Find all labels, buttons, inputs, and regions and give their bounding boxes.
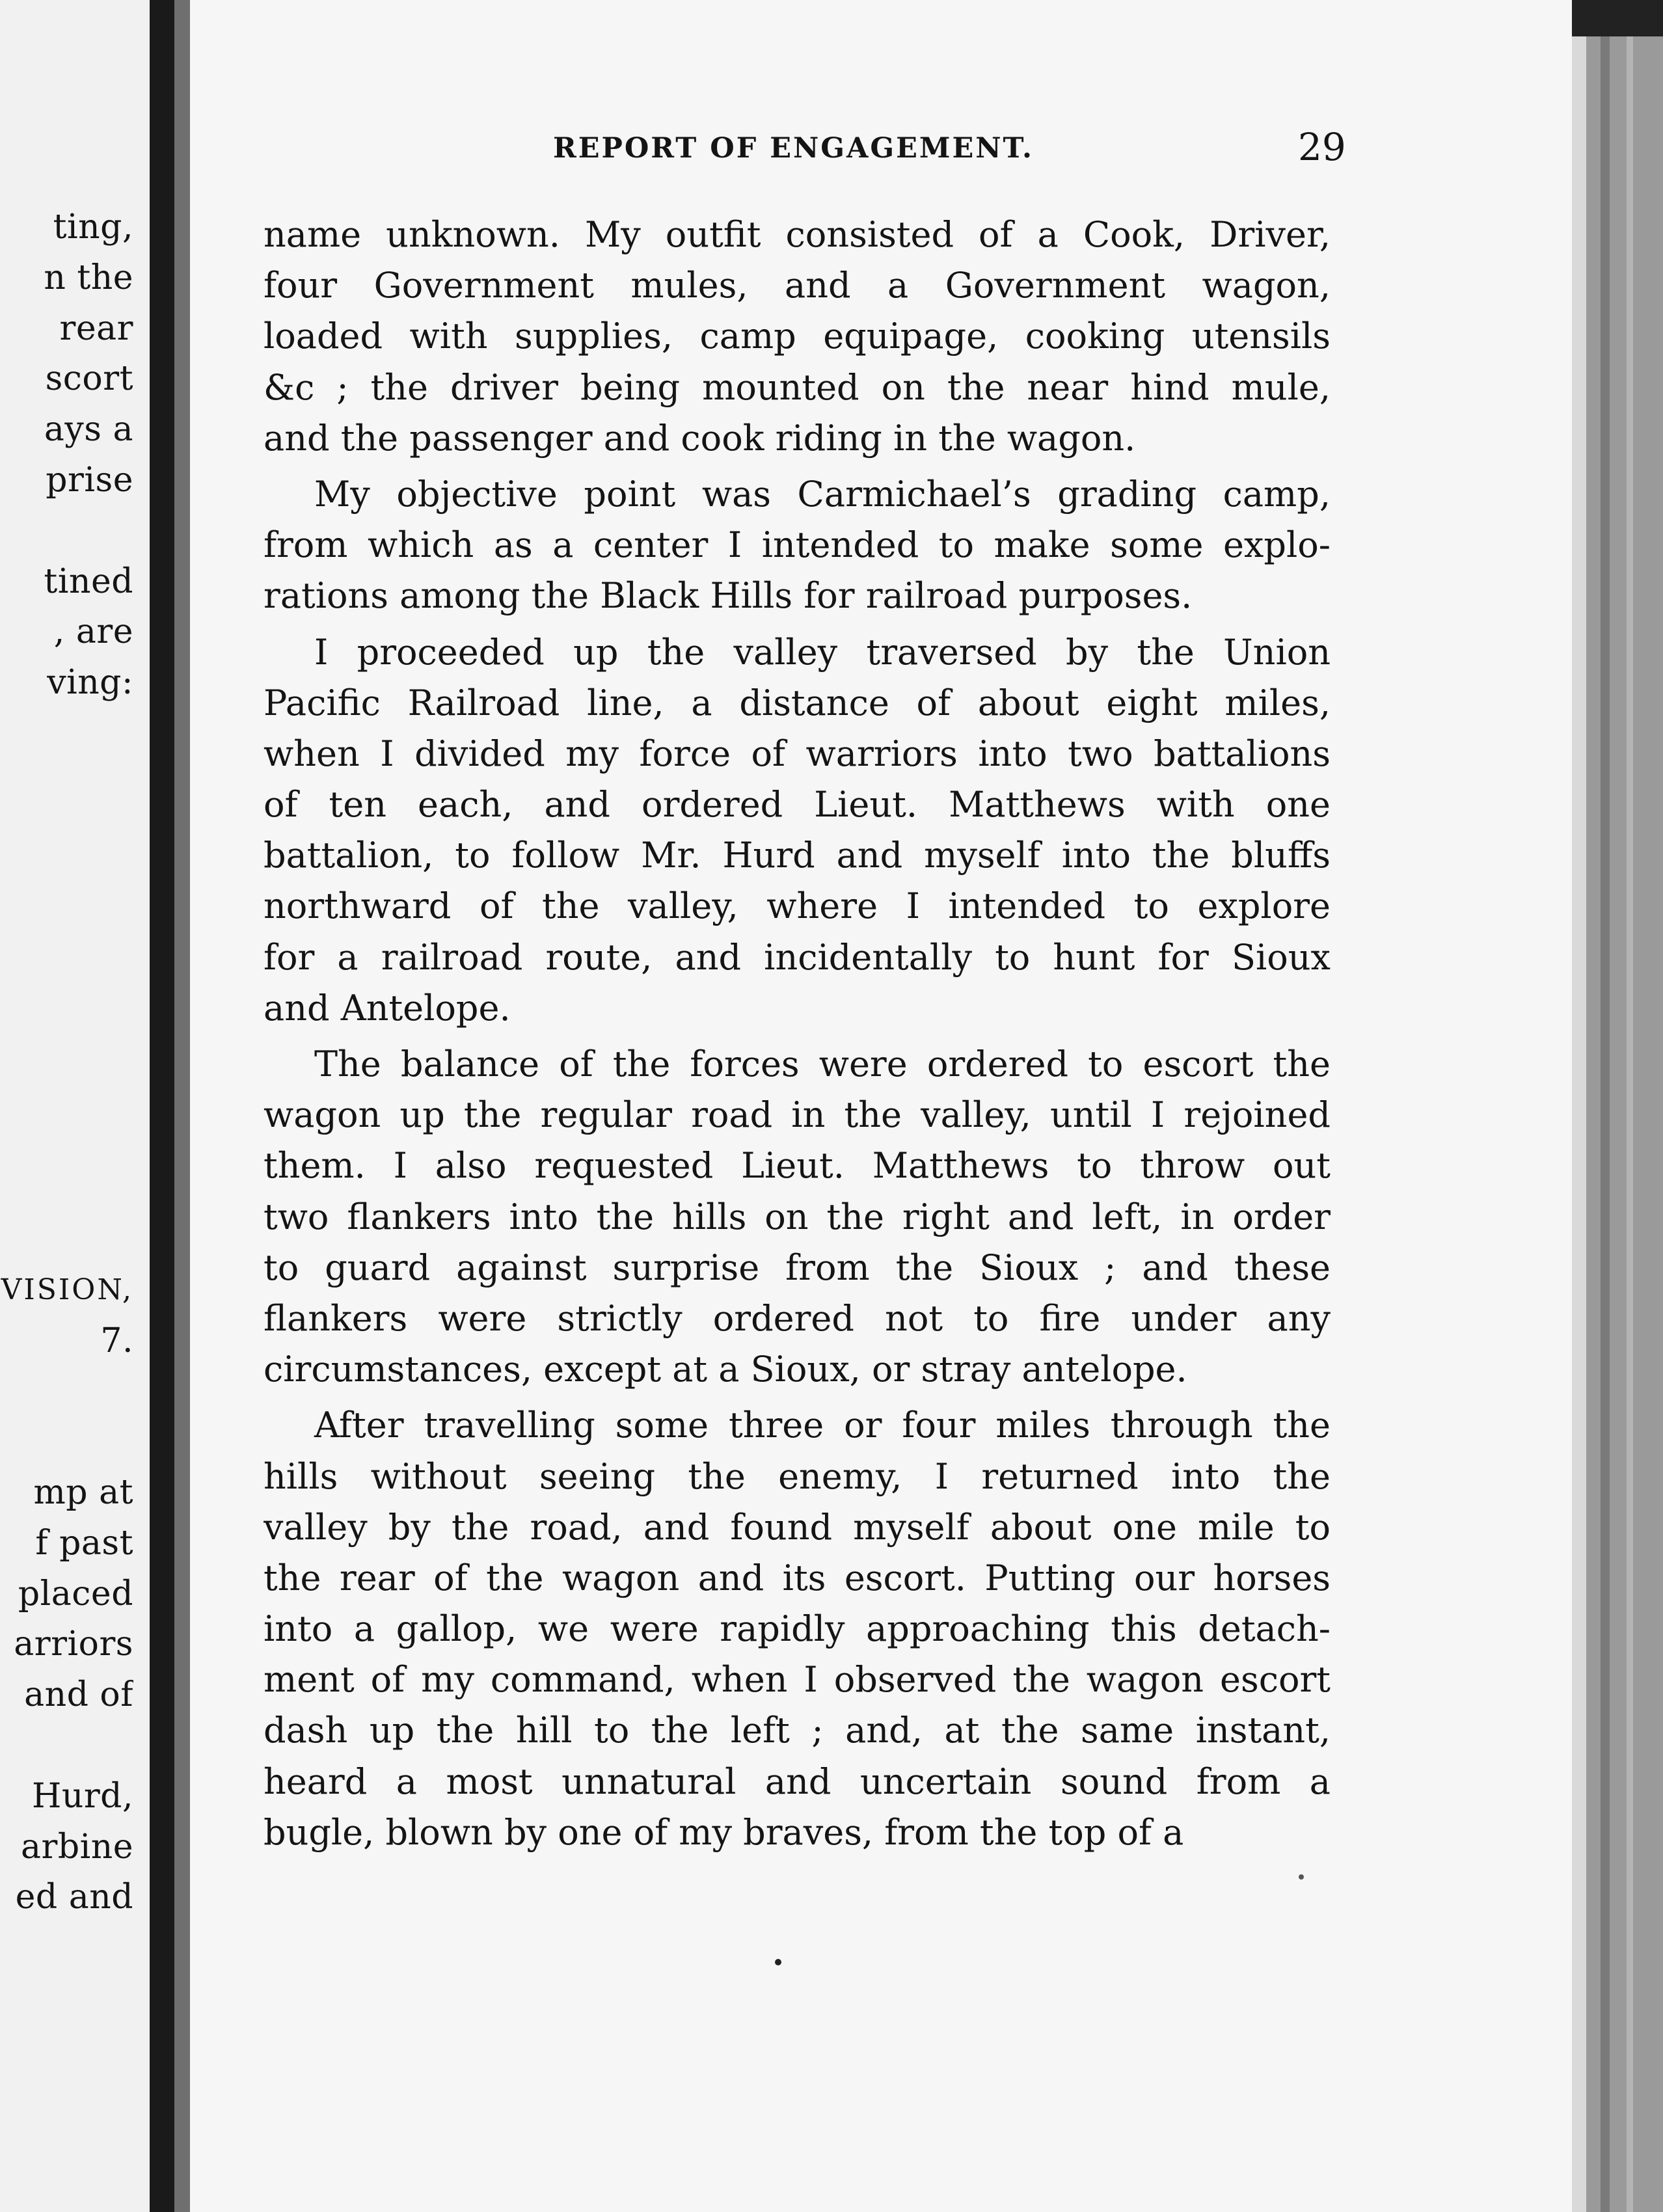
paragraph bbox=[264, 1039, 1331, 1395]
left-page-line: placed bbox=[18, 1574, 133, 1613]
text-line: when I divided my force of warriors into two battalions bbox=[264, 733, 1331, 774]
left-page-line: rear bbox=[59, 308, 133, 348]
left-page-line: n the bbox=[44, 258, 133, 297]
paragraph bbox=[264, 627, 1331, 1034]
running-head: REPORT OF ENGAGEMENT. bbox=[553, 132, 1034, 165]
left-page-line: and of bbox=[24, 1675, 133, 1715]
text-line: After travelling some three or four miles through the bbox=[314, 1405, 1331, 1446]
text-line: wagon up the regular road in the valley, until I rejoined bbox=[264, 1094, 1331, 1136]
text-line: for a railroad route, and incidentally to hunt for Sioux bbox=[264, 936, 1331, 978]
left-page-line: ting, bbox=[53, 208, 133, 247]
left-page-line: ed and bbox=[15, 1878, 133, 1917]
text-line: dash up the hill to the left ; and, at the same instant, bbox=[264, 1710, 1331, 1751]
text-line: and the passenger and cook riding in the wagon. bbox=[264, 417, 1136, 459]
text-line: the rear of the wagon and its escort. Putting our horses bbox=[264, 1557, 1331, 1598]
text-line: battalion, to follow Mr. Hurd and myself into the bluffs bbox=[264, 835, 1331, 876]
text-line: The balance of the forces were ordered to escort the bbox=[314, 1044, 1331, 1085]
text-line: heard a most unnatural and uncertain sound from a bbox=[264, 1760, 1331, 1802]
text-line: of ten each, and ordered Lieut. Matthews with one bbox=[264, 784, 1331, 826]
text-line: and Antelope. bbox=[264, 987, 511, 1029]
page-body-text bbox=[264, 209, 1331, 1858]
left-page-line: ving: bbox=[47, 663, 133, 703]
text-line: I proceeded up the valley traversed by the Union bbox=[314, 631, 1331, 673]
text-line: Pacific Railroad line, a distance of about eight miles, bbox=[264, 682, 1331, 723]
left-page-line: ays a bbox=[44, 410, 133, 450]
gutter-edge bbox=[174, 0, 190, 2212]
dot-mark bbox=[775, 1959, 781, 1965]
text-line: &c ; the driver being mounted on the near hind mule, bbox=[264, 366, 1331, 408]
page-number: 29 bbox=[1298, 125, 1346, 169]
left-page-line: arriors bbox=[14, 1625, 133, 1664]
text-line: My objective point was Carmichael’s grading camp, bbox=[314, 473, 1331, 515]
left-page-line: 7. bbox=[100, 1321, 133, 1360]
gutter-shadow bbox=[150, 0, 174, 2212]
text-line: bugle, blown by one of my braves, from the top of a bbox=[264, 1811, 1184, 1853]
text-line: from which as a center I intended to make some explo- bbox=[264, 524, 1331, 566]
text-line: loaded with supplies, camp equipage, cooking utensils bbox=[264, 316, 1331, 357]
text-line: rations among the Black Hills for railroad purposes. bbox=[264, 575, 1193, 617]
text-line: four Government mules, and a Government wagon, bbox=[264, 265, 1331, 306]
text-line: northward of the valley, where I intended to explore bbox=[264, 885, 1331, 927]
left-page-line: arbine bbox=[20, 1827, 133, 1867]
text-line: into a gallop, we were rapidly approaching this detach- bbox=[264, 1608, 1331, 1650]
text-line: flankers were strictly ordered not to fire under any bbox=[264, 1297, 1331, 1339]
text-line: valley by the road, and found myself about one mile to bbox=[264, 1506, 1331, 1548]
text-line: two flankers into the hills on the right and left, in order bbox=[264, 1196, 1331, 1237]
text-line: to guard against surprise from the Sioux ; and these bbox=[264, 1247, 1331, 1288]
left-page-line: f past bbox=[35, 1523, 133, 1563]
paragraph bbox=[264, 209, 1331, 464]
left-page-line: prise bbox=[46, 461, 133, 500]
text-line: circumstances, except at a Sioux, or stray antelope. bbox=[264, 1349, 1187, 1390]
dot-mark bbox=[1299, 1874, 1304, 1880]
left-page-line: tined bbox=[44, 561, 133, 601]
text-line: ment of my command, when I observed the wagon escort bbox=[264, 1659, 1331, 1701]
left-page-line: VISION, bbox=[1, 1273, 133, 1306]
left-page-line: mp at bbox=[33, 1473, 133, 1512]
text-line: name unknown. My outfit consisted of a Cook, Driver, bbox=[264, 214, 1331, 255]
left-page-line: scort bbox=[45, 359, 133, 399]
text-line: them. I also requested Lieut. Matthews to throw out bbox=[264, 1145, 1331, 1187]
left-page-line: , are bbox=[53, 612, 133, 652]
text-line: hills without seeing the enemy, I returned into the bbox=[264, 1455, 1331, 1497]
left-page-line: Hurd, bbox=[31, 1776, 133, 1816]
paragraph bbox=[264, 469, 1331, 622]
paragraph bbox=[264, 1400, 1331, 1858]
